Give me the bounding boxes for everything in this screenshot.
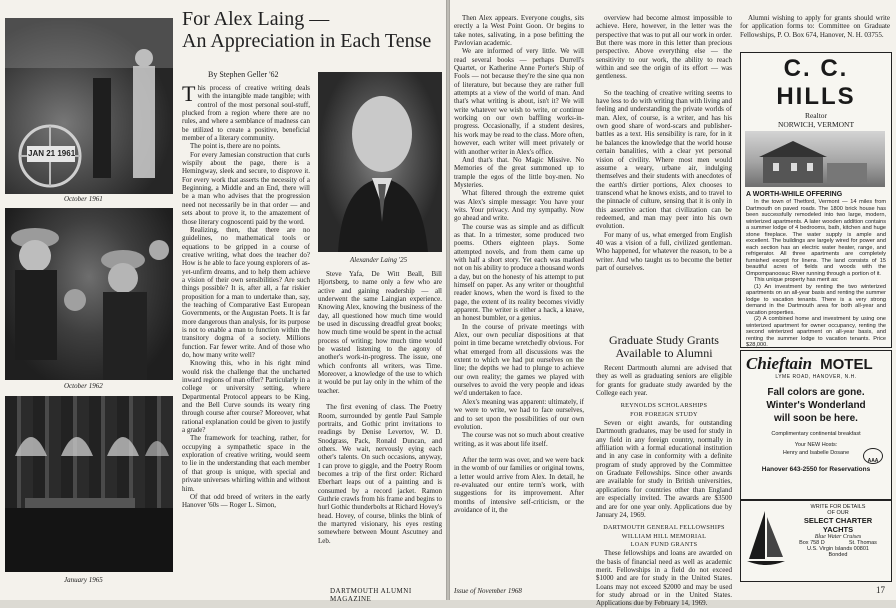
photo-january-1965 bbox=[5, 396, 173, 572]
motel-word: MOTEL bbox=[820, 356, 873, 373]
col1-p5: Knowing this, who in his right mind would risk the challenge that the uncharted inward regions of man offer? Particularly in a college or university setting, where Departmental Protocol appears to be King, and the Bell Curve sounds its weary ring through course after course? Moreover, what rational explanation could be given to justify a grade? bbox=[182, 359, 310, 435]
caption-1965: January 1965 bbox=[64, 576, 103, 584]
motel-hosts: Henry and Isabelle Dosane bbox=[782, 450, 850, 456]
col4-p2: So the teaching of creative writing seems to have less to do with writing than with living and feeling and understanding the private worlds of man. Alex, of course, is a writer, and has his own good share of word-scars and publisher-battles as a text. His sensibility is rare, for in it he balances the knowledge that the world house certain banalities, with a clear yet personal vision of civility. Where most men would assume a weary, urbane air, indulging themselves and their students with anecdotes of the earth's dirtier portions, Alex chooses to transcend what he knows exists, and to travel to the pinnacle of culture, sensing that it is only in this assertive action that civilization can be redeemed, and man may peer into his own evolution. bbox=[596, 88, 732, 231]
hills-role: Realtor bbox=[804, 111, 828, 120]
caption-1962: October 1962 bbox=[64, 382, 103, 390]
yacht-line-6: Box 758 D bbox=[799, 540, 825, 546]
article-title bbox=[182, 8, 444, 52]
col4-p3: For many of us, what emerged from English 40 was a vision of a full, civilized gentleman. Who happened, for whatever the reason, to be a writer. And who taught us to become the better part of ourselves. bbox=[596, 230, 732, 272]
col3-p1: Then Alex appears. Everyone coughs, sits erectly a la West Point Goon. Or begins to take notes, salivating, in a pose befitting the Pavlovian academic. bbox=[454, 14, 584, 48]
motel-hosts-label: Your NEW Hosts: bbox=[794, 442, 838, 448]
col2-p2: The first evening of class. The Poetry Room, surrounded by gentle Paul Sample portraits, and Gothic print invitations to readings by Denise Levertov, W. D. Snodgrass, Pack, Ronald Duncan, and others. We wait, nervously eying each other's talents. On such occasions, anyway, I can prove to giggle, and the Poetry Room becomes a trip of the first order: Richard Eberhart leaps out of a painting and is consumed by a record jacket. Ramon Guthrie crawls from his frame and begins to hurl Gothic thunderbolts at Richard Hovey's head. Hovey, of course, blinks the blink of the martyred visionary, his eyes resting somewhere between Mount Ascutney and Leb. bbox=[318, 403, 442, 545]
portrait-photo bbox=[318, 72, 442, 252]
col3-p6: In the course of private meetings with Alex, our own peculiar dispositions at that point in time became wretchedly obvious. For what emerged from all discussions was the extent to which we had put ourselves on the line; the depths we had to plunge to achieve our own reality; the games we played with ourselves to avoid the very people and ideas we'd undertaken to face. bbox=[454, 322, 584, 398]
portrait-illustration bbox=[318, 72, 442, 252]
article-column-2 bbox=[318, 270, 442, 582]
general-heading-2: WILLIAM HILL MEMORIAL bbox=[621, 532, 707, 540]
motel-line-1: Fall colors are gone. bbox=[767, 387, 865, 398]
motel-address: LYME ROAD, HANOVER, N.H. bbox=[775, 374, 857, 380]
library-illustration bbox=[5, 396, 173, 572]
yacht-line-8: U.S. Virgin Islands 00801 bbox=[807, 546, 869, 552]
photo-october-1962 bbox=[5, 208, 173, 380]
house-illustration bbox=[745, 131, 885, 187]
col1-p3: For every Jamesian construction that curls wispily about the page, there is a Hemingway, sleek and secure, to disprove it. For every work that asserts the necessity of a Beginning, a Middle and an End, there will be a man who advises that the progression need not necessarily be in that order — and sets about to prove it, to the amazement of those literary cognoscenti paid by the word. bbox=[182, 150, 310, 226]
col1-p1: his process of creative writing deals with the intangible made tangible; with control of the most personal soul-stuff, plucked from a region where there are no rules, and where a semblance of madness can be utilized to create a positive, beneficial member of a literary community. bbox=[182, 84, 310, 143]
offering-p4: (2) A combined home and investment by using one winterized apartment for owner occupancy, renting the second winterized apartment on all-year basis, and renting the summer lodge to vacation tenants. Price $28,000. bbox=[746, 316, 886, 348]
drop-cap: T bbox=[182, 81, 196, 106]
general-text: These fellowships and loans are awarded on the basis of financial need as well as academic merit. Fellowships in a field do not exceed $1000 and are for study in the United States. Loans may not exceed $2000 and may be used for study abroad or in the United States. Applications due by February 14, 1969. bbox=[596, 549, 732, 608]
alumni-note-text: Alumni wishing to apply for grants should write for application forms to: Committee on Graduate Fellowships, P. O. Box 674, Hanover, N. H. 03755. bbox=[740, 14, 890, 39]
grad-heading-line-2: Available to Alumni bbox=[615, 346, 713, 360]
col1-p6: The framework for teaching, rather, for occupying a sympathetic space in the exploration of creative writing, would seem to lie in the understanding that each member of that group is unique, with special and private universes whirling within and without him. bbox=[182, 434, 310, 493]
hills-place: NORWICH, VERMONT bbox=[777, 120, 855, 129]
grants-column bbox=[596, 364, 732, 608]
col3-p4: What filtered through the extreme quiet was Alex's simple message: You have your wits. Your privacy. And my sympathy. Now go ahead and write. bbox=[454, 189, 584, 223]
col3-p3: And that's that. No Magic Missive. No Memories of the great summoned up to trample the egos of the little boy-men. No Mysteries. bbox=[454, 155, 584, 189]
article-column-1 bbox=[182, 81, 310, 592]
offering-title: A WORTH-WHILE OFFERING bbox=[746, 191, 843, 198]
sign-text: JAN 21 1961 bbox=[28, 149, 76, 158]
students-illustration bbox=[5, 208, 173, 380]
hills-realtor-ad[interactable] bbox=[740, 52, 892, 348]
house-photo bbox=[745, 131, 885, 187]
title-line-2: An Appreciation in Each Tense bbox=[182, 30, 432, 52]
col3-p9: After the term was over, and we were back in the womb of our families or original towns, a letter would arrive from Alex. In detail, he re-evaluated our entire term's work, with suggestions for its improvement. After months of intensive self-criticism, or the avoidance of it, the bbox=[454, 455, 584, 514]
general-heading-3: LOAN FUND GRANTS bbox=[630, 540, 698, 548]
sailboat-icon bbox=[745, 509, 787, 569]
chieftain-motel-ad[interactable] bbox=[740, 350, 892, 500]
reynolds-heading-1: REYNOLDS SCHOLARSHIPS bbox=[620, 402, 708, 410]
grad-heading bbox=[596, 334, 732, 360]
yacht-line-2: OF OUR bbox=[827, 510, 849, 516]
col1-p2: The point is, there are no points. bbox=[190, 142, 281, 151]
hills-name: C. C. HILLS bbox=[776, 55, 856, 110]
col2-p1: Steve Yafa, De Witt Beall, Bill Hjortsberg, to name only a few who are active and gaining readership — all underwent the same Laingian experience. Knowing Alex, knowing the business of the day, all questioned how much time would be used in discussing dreadful great books; how much time would be spent in the actual process of writing; how much time would be wasted listening to the agony of another's work-in-progress. The issue, one which confronts all writers, was Time. Moreover, a knowledge of the use to which it would be put lay only in the whim of the teacher. bbox=[318, 270, 442, 395]
col1-p7: Of that odd breed of writers in the early Hanover '60s — Roger L. Simon, bbox=[182, 492, 310, 510]
grad-p1: Recent Dartmouth alumni are advised that they as well as graduating seniors are eligible for grants for graduate study awarded by the College each year. bbox=[596, 364, 732, 398]
grad-heading-line-1: Graduate Study Grants bbox=[609, 333, 719, 347]
photo-october-1961 bbox=[5, 18, 173, 194]
yacht-line-5: Blue Water Cruises bbox=[814, 534, 862, 540]
yacht-line-3: SELECT CHARTER bbox=[803, 516, 873, 525]
motel-breakfast: Complimentary continental breakfast bbox=[771, 431, 861, 437]
procession-illustration bbox=[5, 18, 173, 194]
col3-p2: We are informed of very little. We will read several books — perhaps Durrell's Quartet, or Katherine Anne Porter's Ship of Fools — not because they're the sine qua non of literature, but because they are rather full attempts at a view of the world of man. And that's what writing is about, isn't it? We will write whatever we wish to write, or continue working on our own baffling works-in-progress. Occasionally, if a student desires, his work may be read to the class. More often, however, each writer will meet privately or with another writer in Alex's office. bbox=[454, 47, 584, 156]
aaa-badge bbox=[863, 448, 883, 464]
offering-body bbox=[746, 199, 886, 371]
motel-line-3: will soon be here. bbox=[774, 413, 858, 424]
left-page bbox=[0, 0, 446, 603]
aaa-badge-label: AAA bbox=[867, 458, 879, 464]
reynolds-heading-2: FOR FOREIGN STUDY bbox=[630, 410, 698, 418]
motel-name: Chieftain bbox=[746, 354, 813, 373]
charter-yacht-ad[interactable] bbox=[740, 500, 892, 582]
byline: By Stephen Geller '62 bbox=[208, 70, 279, 79]
issue-footer: Issue of November 1968 bbox=[454, 587, 522, 595]
article-column-4 bbox=[596, 14, 732, 314]
page-number: 17 bbox=[876, 585, 885, 595]
yacht-line-4: YACHTS bbox=[822, 525, 854, 534]
yacht-line-1: WRITE FOR DETAILS bbox=[810, 504, 866, 510]
col1-p4: Realizing, then, that there are no guidelines, no mathematical tools or equations to be gripped in a course of creative writing, what does the teacher do? How is he able to face young explorers of as-yet-unfirm dreams, and to help them achieve a vision of their own sensibilities? Are such things possible? It is, after all, a far riskier proposition for a man to undertake than, say, the teaching of Comparative East European Governments, or the Augustan Poets. It is far more dangerous than analysis, for its purpose is not to enable a man to function within the transitory dogma of a society. Millions function. Far fewer write. And of those who do, how many write well? bbox=[182, 225, 310, 359]
yacht-text bbox=[787, 504, 889, 558]
col3-p5: The course was as simple and as difficult as that. In a trimester, some produced two poems. Others eighteen plays. Some attempted novels, and from them came up with half a short story. Yet each was marked not on his ability to produce a thousand words a day, but on the honesty of his attempt to put himself on paper. As any writer or thoughtful reader knows, when the word is fixed to the page, the extent of its reality becomes vividly apparent. The writer is either a hack, a knave, an honest bumbler, or a genius. bbox=[454, 222, 584, 323]
yacht-line-7: St. Thomas bbox=[848, 540, 877, 546]
alumni-note bbox=[740, 14, 890, 52]
reynolds-text: Seven or eight awards, for outstanding Dartmouth graduates, may be used for study in any field in any foreign country, normally in affiliation with a formal educational institution and in any case in conformity with a definite program of study approved by the Committee on Graduate Fellowships. Since other awards are available for study in British universities, applications for countries other than England are especially invited. The awards are $3500 and are for one year only. Applications due by January 24, 1969. bbox=[596, 419, 732, 519]
yacht-line-9: Bonded bbox=[828, 552, 848, 558]
col4-p1: overview had become almost impossible to achieve. Here, however, in the letter was the perspective that was to put all our work in order. But there was more in this letter than precious perspective. Above everything else — the sensitivity to our work, the ability to reach within and see the origin of its effort — was gentleness. bbox=[596, 14, 732, 81]
offering-p2: This unique property has merit as: bbox=[754, 277, 839, 283]
col3-p7: Alex's meaning was apparent: ultimately, if we were to write, we had to face ourselves, and to set upon the possibilities of our own evolution. bbox=[454, 397, 584, 431]
general-heading-1: DARTMOUTH GENERAL FELLOWSHIPS bbox=[603, 524, 725, 532]
motel-line-2: Winter's Wonderland bbox=[766, 400, 866, 411]
motel-phone: Hanover 643-2550 for Reservations bbox=[761, 466, 871, 473]
article-column-3 bbox=[454, 14, 584, 582]
col3-p8: The course was not so much about creative writing, as it was about life itself. bbox=[454, 431, 584, 448]
magazine-footer: DARTMOUTH ALUMNI MAGAZINE bbox=[330, 587, 412, 603]
title-line-1: For Alex Laing — bbox=[182, 8, 330, 30]
offering-p1: In the town of Thetford, Vermont — 14 miles from Dartmouth on paved roads. The 1800 brick house has been successfully remodeled into two large, modern, winterized apartments. A later wooden addition contains a summer lodge of 4 bedrooms, bath, kitchen and huge stone fireplace. The water supply is ample and excellent. The buildings are largely wired for power and each section has an electric water heater, range, and refrigerator. All three apartments are completely furnished except for linens. The land consists of 15 beautiful acres of fields and woods with the Ompompanoosuc River running through a portion of it. bbox=[746, 199, 886, 277]
caption-1961: October 1961 bbox=[64, 195, 103, 203]
right-page bbox=[450, 0, 896, 608]
offering-p3: (1) An investment by renting the two winterized apartments on an all-year basis and renting the summer lodge to vacation tenants. There is a very strong demand in the Dartmouth area for both all-year and vacation properties. bbox=[746, 283, 886, 316]
portrait-caption: Alexander Laing '25 bbox=[350, 256, 408, 264]
